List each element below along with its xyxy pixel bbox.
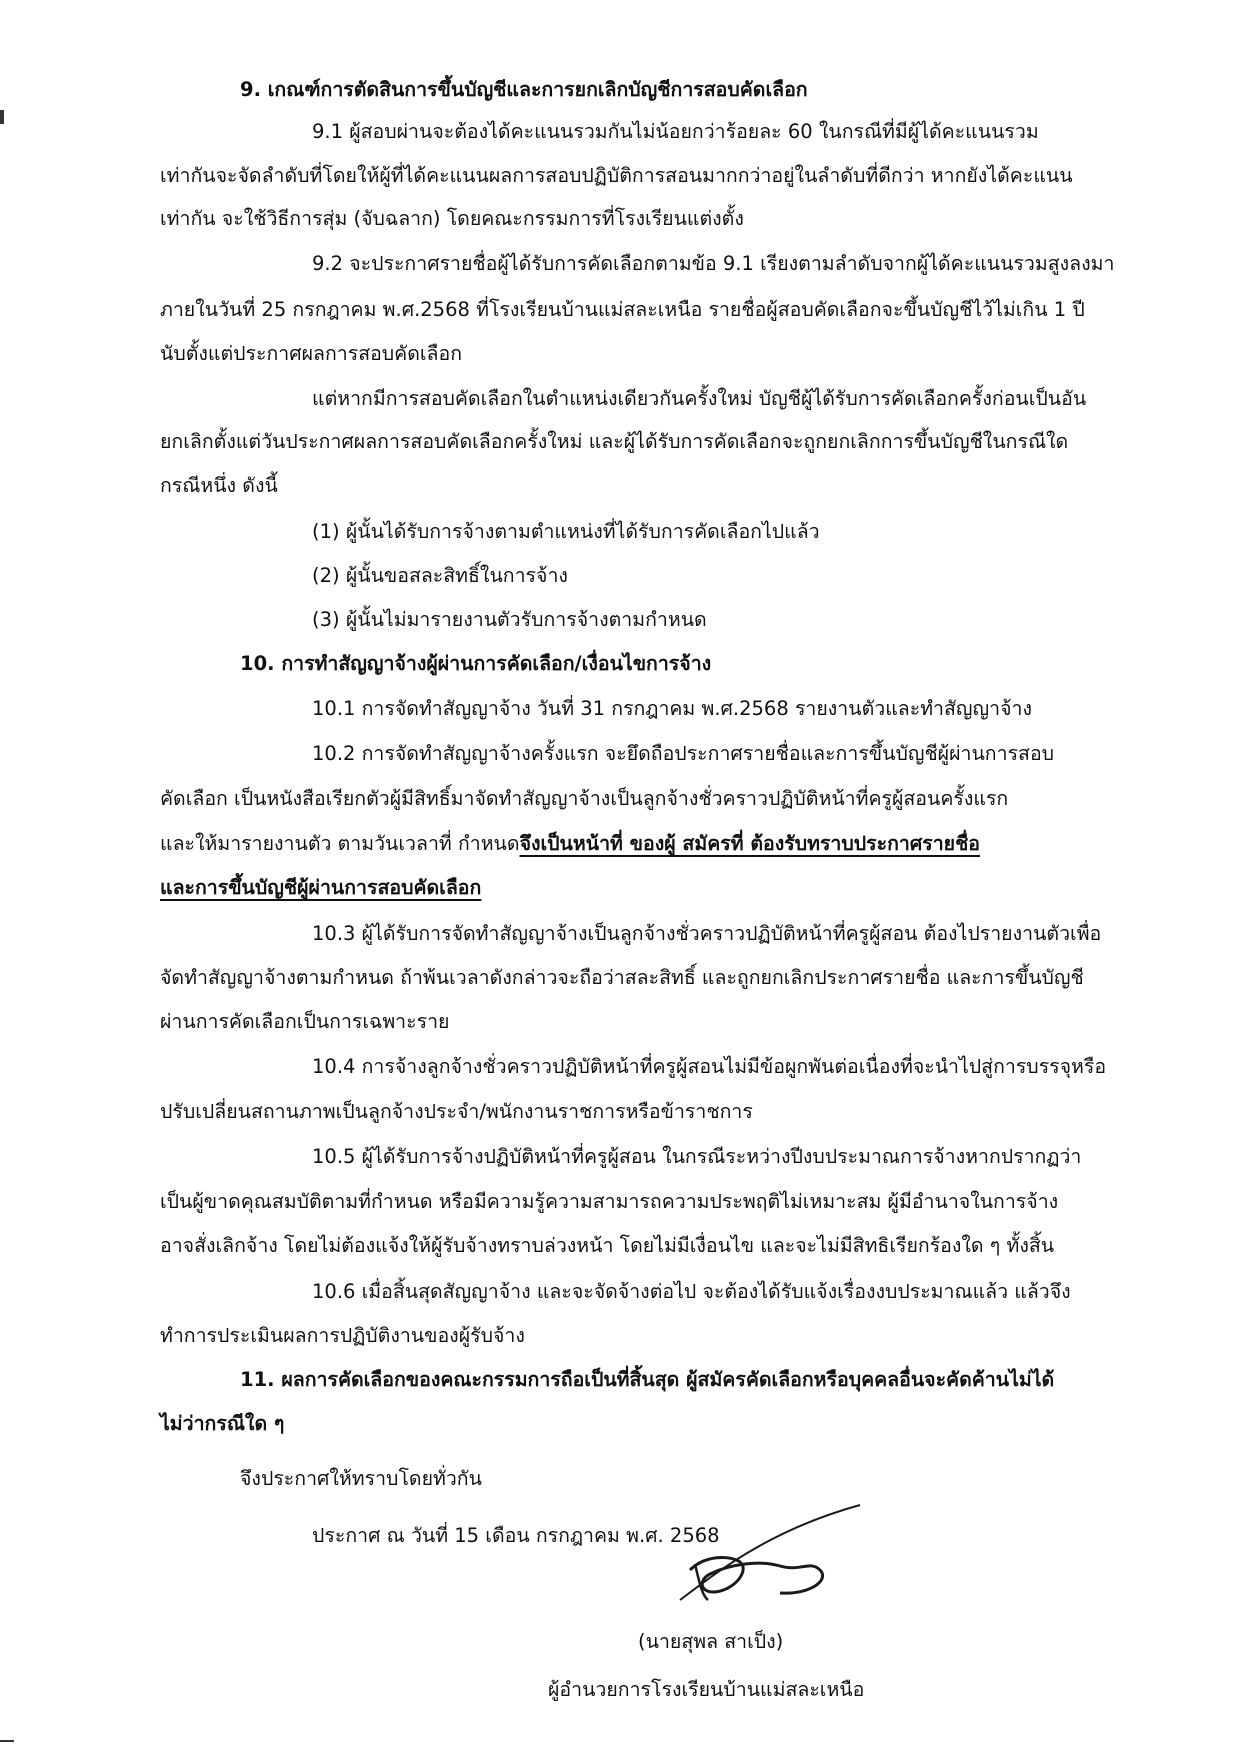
paragraph-9-3-line-1: แต่หากมีการสอบคัดเลือกในตำแหน่งเดียวกันครั้งใหม่ บัญชีผู้ได้รับการคัดเลือกครั้งก่อนเป็นอัน	[312, 387, 1087, 410]
scan-edge-mark	[0, 110, 4, 124]
section-11-line-1: 11. ผลการคัดเลือกของคณะกรรมการถือเป็นที่สิ้นสุด ผู้สมัครคัดเลือกหรือบุคคลอื่นจะคัดค้านไม่ได้	[240, 1368, 1055, 1391]
paragraph-10-6-line-2: ทำการประเมินผลการปฏิบัติงานของผู้รับจ้าง	[160, 1324, 525, 1347]
paragraph-9-1-line-1: 9.1 ผู้สอบผ่านจะต้องได้คะแนนรวมกันไม่น้อยกว่าร้อยละ 60 ในกรณีที่มีผู้ได้คะแนนรวม	[312, 120, 1039, 143]
date-line: ประกาศ ณ วันที่ 15 เดือน กรกฎาคม พ.ศ. 2568	[312, 1524, 720, 1547]
list-item-3: (3) ผู้นั้นไม่มารายงานตัวรับการจ้างตามกำหนด	[312, 608, 707, 631]
paragraph-10-4-line-1: 10.4 การจ้างลูกจ้างชั่วคราวปฏิบัติหน้าที่ครูผู้สอนไม่มีข้อผูกพันต่อเนื่องที่จะนำไปสู่การบรรจุหรือ	[312, 1055, 1107, 1078]
paragraph-10-4-line-2: ปรับเปลี่ยนสถานภาพเป็นลูกจ้างประจำ/พนักงานราชการหรือข้าราชการ	[160, 1100, 753, 1123]
paragraph-9-3-line-3: กรณีหนึ่ง ดังนี้	[160, 474, 278, 497]
paragraph-10-5-line-2: เป็นผู้ขาดคุณสมบัติตามที่กำหนด หรือมีความรู้ความสามารถความประพฤติไม่เหมาะสม ผู้มีอำนาจในการจ้าง	[160, 1190, 1059, 1213]
paragraph-10-2-line-2: คัดเลือก เป็นหนังสือเรียกตัวผู้มีสิทธิ์มาจัดทำสัญญาจ้างเป็นลูกจ้างชั่วคราวปฏิบัติหน้าที่ครูผู้สอนครั้งแรก	[160, 787, 1009, 810]
list-item-2: (2) ผู้นั้นขอสละสิทธิ์ในการจ้าง	[312, 564, 568, 587]
paragraph-10-2-line-3-plain: และให้มารายงานตัว ตามวันเวลาที่ กำหนด	[160, 832, 520, 855]
paragraph-10-3-line-2: จัดทำสัญญาจ้างตามกำหนด ถ้าพ้นเวลาดังกล่าวจะถือว่าสละสิทธิ์ และถูกยกเลิกประกาศรายชื่อ และการขึ้นบัญชี	[160, 966, 1084, 989]
paragraph-10-2-line-3	[160, 830, 980, 858]
paragraph-9-2-line-3: นับตั้งแต่ประกาศผลการสอบคัดเลือก	[160, 342, 463, 365]
paragraph-9-2-line-1: 9.2 จะประกาศรายชื่อผู้ได้รับการคัดเลือกตามข้อ 9.1 เรียงตามลำดับจากผู้ได้คะแนนรวมสูงลงมา	[312, 252, 1115, 275]
paragraph-10-5-line-1: 10.5 ผู้ได้รับการจ้างปฏิบัติหน้าที่ครูผู้สอน ในกรณีระหว่างปีงบประมาณการจ้างหากปรากฏว่า	[312, 1145, 1082, 1168]
signer-title: ผู้อำนวยการโรงเรียนบ้านแม่สละเหนือ	[548, 1678, 865, 1701]
paragraph-10-2-line-3-emphasis: จึงเป็นหน้าที่ ของผู้ สมัครที่ ต้องรับทราบประกาศรายชื่อ	[519, 832, 981, 855]
signer-name: (นายสุพล สาเป็ง)	[638, 1630, 784, 1653]
paragraph-9-1-line-2: เท่ากันจะจัดลำดับที่โดยให้ผู้ที่ได้คะแนนผลการสอบปฏิบัติการสอนมากกว่าอยู่ในลำดับที่ดีกว่า หากยังได้คะแนน	[160, 164, 1073, 187]
paragraph-10-1: 10.1 การจัดทำสัญญาจ้าง วันที่ 31 กรกฎาคม พ.ศ.2568 รายงานตัวและทำสัญญาจ้าง	[312, 697, 1032, 720]
list-item-1: (1) ผู้นั้นได้รับการจ้างตามตำแหน่งที่ได้รับการคัดเลือกไปแล้ว	[312, 520, 820, 543]
paragraph-10-3-line-1: 10.3 ผู้ได้รับการจัดทำสัญญาจ้างเป็นลูกจ้างชั่วคราวปฏิบัติหน้าที่ครูผู้สอน ต้องไปรายงานตัวเพื่อ	[312, 922, 1102, 945]
paragraph-9-3-line-2: ยกเลิกตั้งแต่วันประกาศผลการสอบคัดเลือกครั้งใหม่ และผู้ได้รับการคัดเลือกจะถูกยกเลิกการขึ้นบัญชีในกรณีใด	[160, 430, 1069, 453]
paragraph-10-3-line-3: ผ่านการคัดเลือกเป็นการเฉพาะราย	[160, 1010, 450, 1033]
paragraph-10-5-line-3: อาจสั่งเลิกจ้าง โดยไม่ต้องแจ้งให้ผู้รับจ้างทราบล่วงหน้า โดยไม่มีเงื่อนไข และจะไม่มีสิทธิเรียกร้องใด ๆ ทั้งสิ้น	[160, 1234, 1055, 1257]
announcement-line: จึงประกาศให้ทราบโดยทั่วกัน	[240, 1467, 482, 1490]
paragraph-9-1-line-3: เท่ากัน จะใช้วิธีการสุ่ม (จับฉลาก) โดยคณะกรรมการที่โรงเรียนแต่งตั้ง	[160, 207, 744, 230]
section-10-heading: 10. การทำสัญญาจ้างผู้ผ่านการคัดเลือก/เงื่อนไขการจ้าง	[240, 652, 712, 675]
section-11-line-2: ไม่ว่ากรณีใด ๆ	[160, 1412, 285, 1435]
scan-edge-mark	[0, 1740, 14, 1742]
paragraph-10-2-line-1: 10.2 การจัดทำสัญญาจ้างครั้งแรก จะยึดถือประกาศรายชื่อและการขึ้นบัญชีผู้ผ่านการสอบ	[312, 742, 1055, 765]
paragraph-9-2-line-2: ภายในวันที่ 25 กรกฎาคม พ.ศ.2568 ที่โรงเรียนบ้านแม่สละเหนือ รายชื่อผู้สอบคัดเลือกจะขึ้นบัญชีไว้ไม่เกิน 1 ปี	[160, 298, 1085, 321]
paragraph-10-2-line-4-emphasis: และการขึ้นบัญชีผู้ผ่านการสอบคัดเลือก	[160, 876, 482, 899]
signature	[660, 1500, 890, 1610]
section-9-heading: 9. เกณฑ์การตัดสินการขึ้นบัญชีและการยกเลิกบัญชีการสอบคัดเลือก	[240, 78, 808, 101]
paragraph-10-6-line-1: 10.6 เมื่อสิ้นสุดสัญญาจ้าง และจะจัดจ้างต่อไป จะต้องได้รับแจ้งเรื่องงบประมาณแล้ว แล้วจึง	[312, 1280, 1071, 1303]
